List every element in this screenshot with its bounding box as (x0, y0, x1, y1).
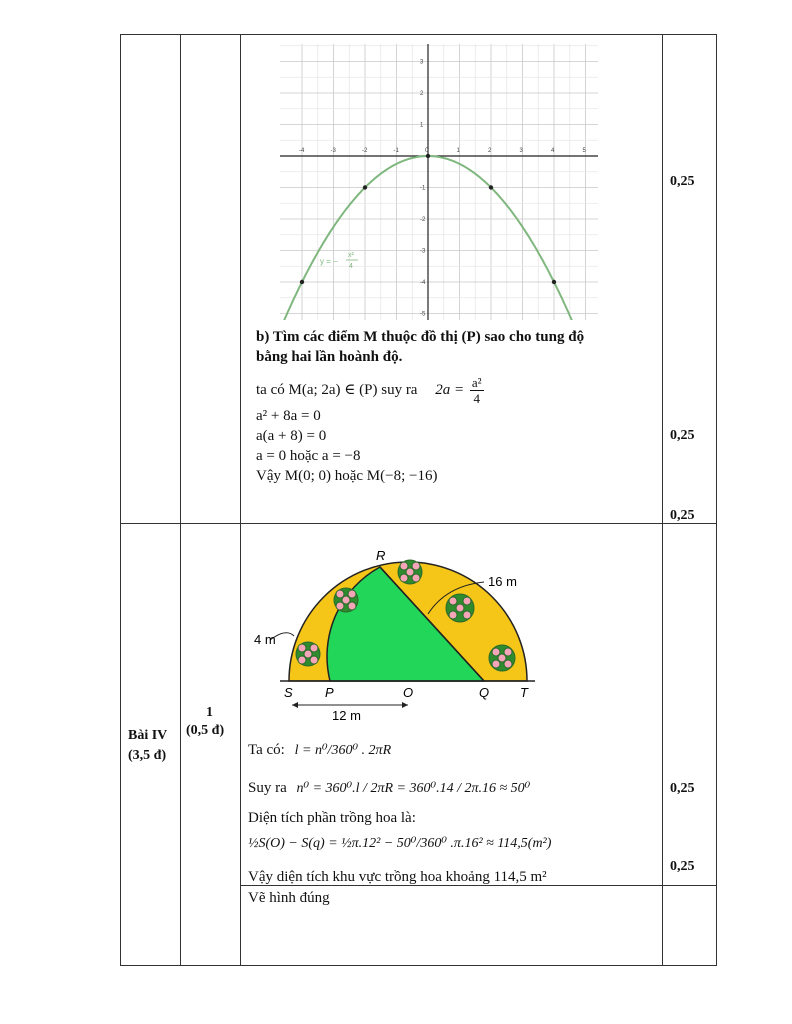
solution-line5: Vậy M(0; 0) hoặc M(−8; −16) (256, 468, 438, 484)
x-tick-label: -1 (393, 148, 399, 154)
table-border-left (120, 34, 121, 966)
label-S: S (284, 685, 293, 700)
dientich-label: Diện tích phần trồng hoa là: (248, 810, 416, 826)
solution-line1-frac (470, 375, 484, 406)
y-tick-labels (420, 60, 426, 318)
x-tick-labels (299, 148, 587, 154)
y-tick-label: -4 (420, 280, 426, 286)
dimension-arrow-right (402, 702, 408, 708)
subquestion-points: (0,5 đ) (186, 723, 225, 738)
curve-label-num: x² (348, 252, 354, 259)
y-tick-label: 2 (420, 91, 424, 97)
label-16m: 16 m (488, 574, 517, 589)
score-1: 0,25 (670, 174, 695, 189)
suyra-line (248, 772, 530, 804)
x-tick-label: 0 (425, 148, 429, 154)
graph-grid (280, 44, 598, 320)
x-tick-label: 3 (519, 148, 523, 154)
garden-figure (250, 546, 550, 726)
dientich-expr: ½S(O) − S(q) = ½π.12² − 50⁰/360⁰ .π.16² ≈ 114,5(m²) (248, 836, 552, 851)
x-tick-label: 5 (582, 148, 586, 154)
x-tick-label: 1 (456, 148, 460, 154)
x-tick-label: -4 (299, 148, 305, 154)
label-4m: 4 m (254, 632, 276, 647)
curve-label-den: 4 (349, 263, 353, 270)
solution-line1-eq: 2a = (435, 382, 465, 398)
score-4: 0,25 (670, 781, 695, 796)
x-tick-label: 4 (551, 148, 555, 154)
flower-cluster-2 (334, 588, 358, 612)
graph-point (300, 280, 304, 284)
score-3: 0,25 (670, 508, 695, 523)
table-border-top (120, 34, 717, 35)
problem-points: (3,5 đ) (128, 748, 167, 763)
label-O: O (403, 685, 414, 700)
table-border-col1 (180, 34, 181, 966)
table-border-col3 (662, 34, 663, 966)
x-tick-label: -2 (362, 148, 368, 154)
table-border-bottom (120, 965, 717, 966)
score-5: 0,25 (670, 859, 695, 874)
y-tick-label: -1 (420, 185, 426, 192)
conclusion-line: Vậy diện tích khu vực trồng hoa khoảng 114,5 m² (248, 869, 547, 885)
label-P: P (325, 685, 334, 700)
subquestion-number: 1 (206, 705, 213, 720)
suyra-expr: n⁰ = 360⁰.l / 2πR = 360⁰.14 / 2π.16 ≈ 50⁰ (296, 781, 531, 796)
solution-line2: a² + 8a = 0 (256, 408, 321, 424)
problem-label: Bài IV (128, 728, 168, 743)
solution-line1 (256, 374, 486, 406)
flower-cluster-4 (446, 594, 474, 622)
taco-label: Ta có: (248, 742, 285, 758)
score-2: 0,25 (670, 428, 695, 443)
y-tick-label: 3 (420, 59, 424, 66)
flower-cluster-5 (489, 645, 515, 671)
taco-line (248, 734, 391, 766)
table-border-right (716, 34, 717, 966)
label-Q: Q (479, 685, 490, 700)
dimension-arrow-left (292, 702, 298, 708)
question-b-line1: b) Tìm các điểm M thuộc đồ thị (P) sao cho tung độ (256, 329, 585, 345)
solution-line4: a = 0 hoặc a = −8 (256, 448, 361, 464)
label-T: T (520, 685, 528, 700)
graph-point (489, 185, 493, 189)
label-R: R (376, 548, 386, 563)
solution-line1-text: ta có M(a; 2a) ∈ (P) suy ra (256, 382, 418, 398)
table-row-divider-1 (120, 523, 717, 524)
parabola-graph (280, 44, 606, 320)
suyra-label: Suy ra (248, 780, 287, 796)
table-border-col2 (240, 34, 241, 966)
y-tick-label: -5 (420, 311, 426, 318)
y-tick-label: -2 (420, 217, 426, 223)
graph-point (552, 280, 556, 284)
flower-cluster-3 (398, 560, 422, 584)
y-tick-label: 1 (420, 122, 424, 129)
question-b-line2: bằng hai lần hoành độ. (256, 349, 403, 365)
label-12m: 12 m (332, 708, 361, 723)
taco-expr: l = n⁰/360⁰ . 2πR (294, 743, 392, 758)
graph-point (363, 185, 367, 189)
x-tick-label: -3 (330, 148, 336, 154)
frac-den: 4 (473, 391, 480, 407)
solution-line3: a(a + 8) = 0 (256, 428, 327, 444)
frac-num: a² (471, 375, 482, 391)
y-tick-label: -3 (420, 248, 426, 255)
draw-figure-note: Vẽ hình đúng (248, 890, 330, 906)
curve-label: y = − (320, 257, 338, 266)
flower-cluster-1 (296, 642, 320, 666)
x-tick-label: 2 (488, 148, 492, 154)
graph-point (426, 154, 430, 158)
